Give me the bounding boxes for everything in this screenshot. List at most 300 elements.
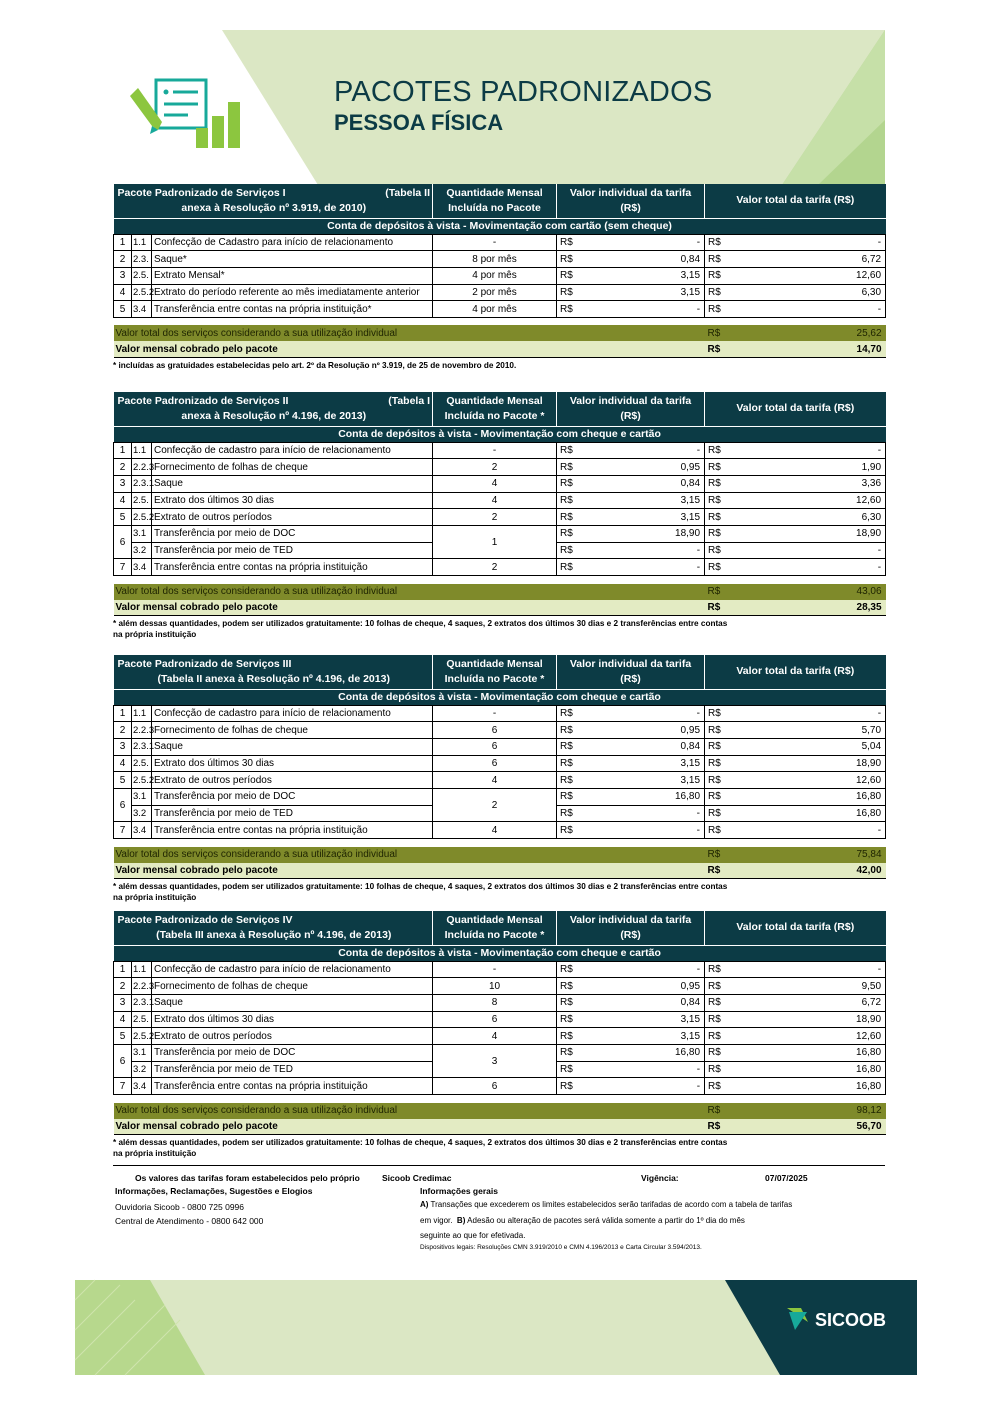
account-type: Conta de depósitos à vista - Movimentação com cheque e cartão xyxy=(114,426,886,442)
service-quantity: 8 xyxy=(433,994,557,1011)
row-number: 2 xyxy=(114,978,132,995)
service-code: 2.2.3 xyxy=(132,459,152,476)
legal-text: Dispositivos legais: Resoluções CMN 3.919/2010 e CMN 4.196/2013 e Carta Circular 3.594/2013. xyxy=(420,1244,702,1251)
service-code: 2.3.1 xyxy=(132,475,152,492)
individual-total-value: 75,84 xyxy=(743,847,886,863)
table-row xyxy=(114,492,886,509)
unit-currency: R$ xyxy=(557,805,595,822)
unit-value: 3,15 xyxy=(595,284,705,301)
account-type-row xyxy=(114,689,886,705)
account-type: Conta de depósitos à vista - Movimentação com cheque e cartão xyxy=(114,945,886,961)
service-description: Fornecimento de folhas de cheque xyxy=(152,722,433,739)
total-currency: R$ xyxy=(705,492,743,509)
monthly-fee-value: 14,70 xyxy=(743,341,886,357)
service-description: Extrato dos últimos 30 dias xyxy=(152,755,433,772)
package-note: * além dessas quantidades, podem ser utilizados gratuitamente: 10 folhas de cheque, 4 saques, 2 extratos dos últimos 30 dias e 2 transferências entre contas na própria instituição xyxy=(113,1138,728,1158)
total-currency: R$ xyxy=(705,755,743,772)
monthly-fee-value: 28,35 xyxy=(743,600,886,616)
total-currency: R$ xyxy=(705,234,743,251)
unit-currency: R$ xyxy=(557,788,595,805)
package-section xyxy=(113,911,885,1159)
monthly-fee-currency: R$ xyxy=(705,600,743,616)
total-currency: R$ xyxy=(705,267,743,284)
service-quantity: 2 xyxy=(433,459,557,476)
unit-value: 0,95 xyxy=(595,459,705,476)
total-currency: R$ xyxy=(705,738,743,755)
page-footer xyxy=(113,1165,885,1251)
service-quantity: 4 xyxy=(433,822,557,839)
total-currency: R$ xyxy=(705,978,743,995)
unit-currency: R$ xyxy=(557,475,595,492)
total-currency: R$ xyxy=(705,805,743,822)
row-number: 2 xyxy=(114,459,132,476)
individual-total-label: Valor total dos serviços considerando a sua utilização individual xyxy=(114,325,705,341)
unit-currency: R$ xyxy=(557,459,595,476)
unit-currency: R$ xyxy=(557,1078,595,1095)
unit-value: - xyxy=(595,559,705,576)
total-currency: R$ xyxy=(705,822,743,839)
service-description: Extrato do período referente ao mês imediatamente anterior xyxy=(152,284,433,301)
package-table-ref: (Tabela II xyxy=(385,186,431,199)
table-row xyxy=(114,1044,886,1061)
service-quantity: 2 xyxy=(433,559,557,576)
individual-total-label: Valor total dos serviços considerando a sua utilização individual xyxy=(114,1103,705,1119)
table-row xyxy=(114,722,886,739)
individual-total-value: 43,06 xyxy=(743,584,886,600)
service-code: 3.2 xyxy=(132,1061,152,1078)
unit-value: - xyxy=(595,822,705,839)
table-row xyxy=(114,705,886,722)
unit-value: 3,15 xyxy=(595,267,705,284)
total-value: 16,80 xyxy=(743,788,886,805)
package-section xyxy=(113,392,885,640)
total-value: 3,36 xyxy=(743,475,886,492)
service-code: 2.5. xyxy=(132,267,152,284)
service-code: 3.2 xyxy=(132,542,152,559)
unit-value: 3,15 xyxy=(595,1028,705,1045)
total-value: 16,80 xyxy=(743,1044,886,1061)
total-currency: R$ xyxy=(705,788,743,805)
service-code: 3.1 xyxy=(132,788,152,805)
info-a-cont: em vigor. B) Adesão ou alteração de pacotes será válida somente a partir do 1º dia do mês xyxy=(420,1216,745,1225)
service-code: 3.4 xyxy=(132,822,152,839)
service-description: Transferência entre contas na própria instituição xyxy=(152,1078,433,1095)
contact-title: Informações, Reclamações, Sugestões e Elogios xyxy=(115,1186,313,1196)
bottom-banner xyxy=(75,1280,917,1375)
info-b-cont: seguinte ao que for efetivada. xyxy=(420,1231,526,1240)
service-code: 2.2.3 xyxy=(132,978,152,995)
package-resolution: (Tabela II anexa à Resolução nº 4.196, de 2013) xyxy=(157,672,390,685)
individual-total-currency: R$ xyxy=(705,325,743,341)
total-value: 12,60 xyxy=(743,1028,886,1045)
total-currency: R$ xyxy=(705,1044,743,1061)
package-note: * além dessas quantidades, podem ser utilizados gratuitamente: 10 folhas de cheque, 4 saques, 2 extratos dos últimos 30 dias e 2 transferências entre contas na própria instituição xyxy=(113,882,728,902)
table-row xyxy=(114,559,886,576)
row-number: 2 xyxy=(114,251,132,268)
service-description: Transferência entre contas na própria instituição xyxy=(152,559,433,576)
package-resolution: anexa à Resolução nº 4.196, de 2013) xyxy=(181,409,367,422)
service-code: 2.5.2 xyxy=(132,772,152,789)
unit-value: 3,15 xyxy=(595,492,705,509)
unit-currency: R$ xyxy=(557,772,595,789)
individual-total-label: Valor total dos serviços considerando a sua utilização individual xyxy=(114,847,705,863)
unit-value: 0,95 xyxy=(595,978,705,995)
unit-currency: R$ xyxy=(557,1061,595,1078)
package-name-cell xyxy=(114,911,433,945)
service-description: Saque* xyxy=(152,251,433,268)
account-type: Conta de depósitos à vista - Movimentação com cheque e cartão xyxy=(114,689,886,705)
total-value: - xyxy=(743,542,886,559)
monthly-fee-value: 42,00 xyxy=(743,863,886,879)
table-row xyxy=(114,525,886,542)
total-value: 6,30 xyxy=(743,284,886,301)
unit-value: 0,84 xyxy=(595,738,705,755)
unit-currency: R$ xyxy=(557,559,595,576)
account-type-row xyxy=(114,218,886,234)
row-number: 3 xyxy=(114,994,132,1011)
monthly-fee-currency: R$ xyxy=(705,863,743,879)
col-header-qty: Quantidade Mensal Incluída no Pacote * xyxy=(433,911,557,945)
unit-value: 0,84 xyxy=(595,251,705,268)
service-description: Transferência por meio de TED xyxy=(152,542,433,559)
service-code: 3.2 xyxy=(132,805,152,822)
row-number: 2 xyxy=(114,722,132,739)
table-row xyxy=(114,251,886,268)
col-header-total: Valor total da tarifa (R$) xyxy=(705,392,886,426)
table-row xyxy=(114,234,886,251)
row-number: 1 xyxy=(114,961,132,978)
info-a: A) Transações que excederem os limites estabelecidos serão tarifadas de acordo com a tabela de tarifas xyxy=(420,1200,793,1209)
total-currency: R$ xyxy=(705,542,743,559)
total-value: - xyxy=(743,234,886,251)
table-row xyxy=(114,822,886,839)
service-code: 2.5.2 xyxy=(132,1028,152,1045)
package-resolution: (Tabela III anexa à Resolução nº 4.196, de 2013) xyxy=(156,928,392,941)
table-row xyxy=(114,1078,886,1095)
unit-value: 18,90 xyxy=(595,525,705,542)
unit-value: - xyxy=(595,1061,705,1078)
unit-value: - xyxy=(595,705,705,722)
service-quantity: 4 por mês xyxy=(433,267,557,284)
unit-currency: R$ xyxy=(557,1011,595,1028)
service-code: 2.5.2 xyxy=(132,284,152,301)
total-currency: R$ xyxy=(705,961,743,978)
service-code: 2.5. xyxy=(132,1011,152,1028)
row-number: 6 xyxy=(114,788,132,821)
unit-currency: R$ xyxy=(557,755,595,772)
col-header-unit: Valor individual da tarifa (R$) xyxy=(557,392,705,426)
service-quantity: 4 xyxy=(433,1028,557,1045)
row-number: 4 xyxy=(114,492,132,509)
service-center-phone: Central de Atendimento - 0800 642 000 xyxy=(115,1216,264,1226)
table-row xyxy=(114,738,886,755)
row-number: 3 xyxy=(114,475,132,492)
service-description: Fornecimento de folhas de cheque xyxy=(152,978,433,995)
service-description: Confecção de cadastro para início de relacionamento xyxy=(152,961,433,978)
package-name: Pacote Padronizado de Serviços IV xyxy=(117,913,293,926)
row-number: 6 xyxy=(114,525,132,558)
service-quantity: 4 xyxy=(433,772,557,789)
total-value: 12,60 xyxy=(743,772,886,789)
unit-value: 0,84 xyxy=(595,475,705,492)
unit-value: 3,15 xyxy=(595,1011,705,1028)
unit-currency: R$ xyxy=(557,251,595,268)
package-section xyxy=(113,184,885,371)
service-code: 1.1 xyxy=(132,705,152,722)
service-code: 3.4 xyxy=(132,301,152,318)
total-value: 5,04 xyxy=(743,738,886,755)
monthly-fee-label: Valor mensal cobrado pelo pacote xyxy=(114,600,705,616)
package-note: * além dessas quantidades, podem ser utilizados gratuitamente: 10 folhas de cheque, 4 saques, 2 extratos dos últimos 30 dias e 2 transferências entre contas na própria instituição xyxy=(113,619,728,639)
total-currency: R$ xyxy=(705,525,743,542)
total-currency: R$ xyxy=(705,475,743,492)
individual-total-currency: R$ xyxy=(705,847,743,863)
unit-currency: R$ xyxy=(557,978,595,995)
package-name: Pacote Padronizado de Serviços II xyxy=(117,394,289,407)
service-quantity: 6 xyxy=(433,1011,557,1028)
monthly-fee-currency: R$ xyxy=(705,1119,743,1135)
table-row xyxy=(114,475,886,492)
total-value: 5,70 xyxy=(743,722,886,739)
monthly-fee-row xyxy=(114,863,886,879)
total-currency: R$ xyxy=(705,1078,743,1095)
unit-value: - xyxy=(595,442,705,459)
unit-currency: R$ xyxy=(557,284,595,301)
service-description: Saque xyxy=(152,994,433,1011)
table-row xyxy=(114,1028,886,1045)
service-quantity: 6 xyxy=(433,738,557,755)
service-description: Transferência por meio de DOC xyxy=(152,788,433,805)
unit-currency: R$ xyxy=(557,822,595,839)
service-code: 2.5.2 xyxy=(132,509,152,526)
package-resolution: anexa à Resolução nº 3.919, de 2010) xyxy=(181,201,367,214)
table-row xyxy=(114,994,886,1011)
unit-value: - xyxy=(595,805,705,822)
unit-value: - xyxy=(595,234,705,251)
total-value: - xyxy=(743,705,886,722)
total-value: 1,90 xyxy=(743,459,886,476)
validity-date: 07/07/2025 xyxy=(765,1173,808,1183)
package-table xyxy=(113,655,886,879)
service-code: 3.1 xyxy=(132,1044,152,1061)
unit-currency: R$ xyxy=(557,542,595,559)
service-quantity: 2 xyxy=(433,509,557,526)
service-quantity: 8 por mês xyxy=(433,251,557,268)
package-name-cell xyxy=(114,184,433,218)
service-description: Confecção de cadastro para início de relacionamento xyxy=(152,442,433,459)
total-currency: R$ xyxy=(705,1011,743,1028)
col-header-qty: Quantidade Mensal Incluída no Pacote * xyxy=(433,392,557,426)
total-value: 6,72 xyxy=(743,251,886,268)
service-description: Extrato Mensal* xyxy=(152,267,433,284)
service-quantity: 3 xyxy=(433,1044,557,1077)
package-header-row xyxy=(114,911,886,945)
individual-total-row xyxy=(114,584,886,600)
total-value: 18,90 xyxy=(743,525,886,542)
service-description: Extrato de outros períodos xyxy=(152,1028,433,1045)
row-number: 5 xyxy=(114,772,132,789)
service-quantity: 2 por mês xyxy=(433,284,557,301)
row-number: 4 xyxy=(114,1011,132,1028)
unit-currency: R$ xyxy=(557,525,595,542)
service-description: Extrato dos últimos 30 dias xyxy=(152,1011,433,1028)
individual-total-label: Valor total dos serviços considerando a sua utilização individual xyxy=(114,584,705,600)
service-quantity: - xyxy=(433,234,557,251)
row-number: 3 xyxy=(114,267,132,284)
total-currency: R$ xyxy=(705,1061,743,1078)
table-row xyxy=(114,788,886,805)
col-header-total: Valor total da tarifa (R$) xyxy=(705,655,886,689)
unit-currency: R$ xyxy=(557,738,595,755)
total-value: 6,30 xyxy=(743,509,886,526)
table-row xyxy=(114,772,886,789)
service-code: 2.3.1 xyxy=(132,994,152,1011)
service-code: 3.1 xyxy=(132,525,152,542)
unit-value: 16,80 xyxy=(595,788,705,805)
page-header xyxy=(0,0,1000,185)
service-description: Transferência entre contas na própria instituição* xyxy=(152,301,433,318)
monthly-fee-label: Valor mensal cobrado pelo pacote xyxy=(114,863,705,879)
total-value: - xyxy=(743,559,886,576)
col-header-total: Valor total da tarifa (R$) xyxy=(705,184,886,218)
table-row xyxy=(114,978,886,995)
cooperative-name: Sicoob Credimac xyxy=(382,1173,452,1183)
service-quantity: - xyxy=(433,705,557,722)
service-code: 2.5. xyxy=(132,755,152,772)
total-currency: R$ xyxy=(705,442,743,459)
row-number: 7 xyxy=(114,822,132,839)
total-currency: R$ xyxy=(705,301,743,318)
service-quantity: 4 por mês xyxy=(433,301,557,318)
unit-currency: R$ xyxy=(557,442,595,459)
table-row xyxy=(114,301,886,318)
total-currency: R$ xyxy=(705,705,743,722)
unit-value: 3,15 xyxy=(595,772,705,789)
total-currency: R$ xyxy=(705,994,743,1011)
row-number: 7 xyxy=(114,559,132,576)
service-code: 2.3.1 xyxy=(132,738,152,755)
service-description: Extrato de outros períodos xyxy=(152,509,433,526)
unit-currency: R$ xyxy=(557,722,595,739)
service-description: Transferência por meio de TED xyxy=(152,805,433,822)
service-quantity: 4 xyxy=(433,492,557,509)
unit-currency: R$ xyxy=(557,1044,595,1061)
account-type: Conta de depósitos à vista - Movimentação com cartão (sem cheque) xyxy=(114,218,886,234)
service-code: 3.4 xyxy=(132,1078,152,1095)
service-code: 1.1 xyxy=(132,961,152,978)
package-section xyxy=(113,655,885,903)
col-header-unit: Valor individual da tarifa (R$) xyxy=(557,911,705,945)
package-name-cell xyxy=(114,392,433,426)
total-value: 12,60 xyxy=(743,267,886,284)
unit-value: - xyxy=(595,961,705,978)
monthly-fee-value: 56,70 xyxy=(743,1119,886,1135)
unit-currency: R$ xyxy=(557,705,595,722)
values-text: Os valores das tarifas foram estabelecidos pelo próprio xyxy=(135,1173,360,1183)
unit-value: 16,80 xyxy=(595,1044,705,1061)
service-quantity: 10 xyxy=(433,978,557,995)
col-header-unit: Valor individual da tarifa (R$) xyxy=(557,655,705,689)
service-quantity: 1 xyxy=(433,525,557,558)
total-value: 6,72 xyxy=(743,994,886,1011)
service-quantity: 4 xyxy=(433,475,557,492)
row-number: 7 xyxy=(114,1078,132,1095)
monthly-fee-row xyxy=(114,1119,886,1135)
service-quantity: 6 xyxy=(433,1078,557,1095)
unit-currency: R$ xyxy=(557,1028,595,1045)
unit-currency: R$ xyxy=(557,509,595,526)
monthly-fee-label: Valor mensal cobrado pelo pacote xyxy=(114,341,705,357)
service-code: 2.2.3 xyxy=(132,722,152,739)
package-name: Pacote Padronizado de Serviços III xyxy=(117,657,292,670)
individual-total-value: 98,12 xyxy=(743,1103,886,1119)
col-header-total: Valor total da tarifa (R$) xyxy=(705,911,886,945)
service-description: Saque xyxy=(152,738,433,755)
service-code: 3.4 xyxy=(132,559,152,576)
total-value: 18,90 xyxy=(743,1011,886,1028)
package-table xyxy=(113,911,886,1135)
table-row xyxy=(114,284,886,301)
service-quantity: 6 xyxy=(433,755,557,772)
total-currency: R$ xyxy=(705,772,743,789)
service-code: 2.5. xyxy=(132,492,152,509)
account-type-row xyxy=(114,426,886,442)
service-code: 1.1 xyxy=(132,234,152,251)
individual-total-value: 25,62 xyxy=(743,325,886,341)
total-value: 16,80 xyxy=(743,1061,886,1078)
total-currency: R$ xyxy=(705,284,743,301)
col-header-qty: Quantidade Mensal Incluída no Pacote xyxy=(433,184,557,218)
row-number: 4 xyxy=(114,284,132,301)
individual-total-row xyxy=(114,325,886,341)
row-number: 5 xyxy=(114,509,132,526)
table-row xyxy=(114,1011,886,1028)
unit-currency: R$ xyxy=(557,994,595,1011)
total-currency: R$ xyxy=(705,459,743,476)
row-number: 6 xyxy=(114,1044,132,1077)
total-value: 18,90 xyxy=(743,755,886,772)
service-description: Saque xyxy=(152,475,433,492)
total-currency: R$ xyxy=(705,1028,743,1045)
row-number: 1 xyxy=(114,705,132,722)
table-row xyxy=(114,459,886,476)
service-description: Transferência por meio de TED xyxy=(152,1061,433,1078)
total-value: 16,80 xyxy=(743,1078,886,1095)
service-description: Extrato de outros períodos xyxy=(152,772,433,789)
package-header-row xyxy=(114,392,886,426)
package-header-row xyxy=(114,184,886,218)
service-description: Fornecimento de folhas de cheque xyxy=(152,459,433,476)
package-note: * incluídas as gratuidades estabelecidas pelo art. 2º da Resolução nº 3.919, de 25 de novembro de 2010. xyxy=(113,360,517,370)
unit-currency: R$ xyxy=(557,234,595,251)
individual-total-currency: R$ xyxy=(705,584,743,600)
service-description: Extrato dos últimos 30 dias xyxy=(152,492,433,509)
table-row xyxy=(114,755,886,772)
individual-total-currency: R$ xyxy=(705,1103,743,1119)
individual-total-row xyxy=(114,1103,886,1119)
ombudsman-phone: Ouvidoria Sicoob - 0800 725 0996 xyxy=(115,1202,245,1212)
service-quantity: 2 xyxy=(433,788,557,821)
unit-value: 0,84 xyxy=(595,994,705,1011)
service-quantity: - xyxy=(433,961,557,978)
total-value: 16,80 xyxy=(743,805,886,822)
page-subtitle: PESSOA FÍSICA xyxy=(334,110,504,135)
sicoob-logo: SICOOB xyxy=(815,1310,887,1330)
package-name: Pacote Padronizado de Serviços I xyxy=(117,186,286,199)
service-description: Transferência entre contas na própria instituição xyxy=(152,822,433,839)
row-number: 3 xyxy=(114,738,132,755)
monthly-fee-currency: R$ xyxy=(705,341,743,357)
